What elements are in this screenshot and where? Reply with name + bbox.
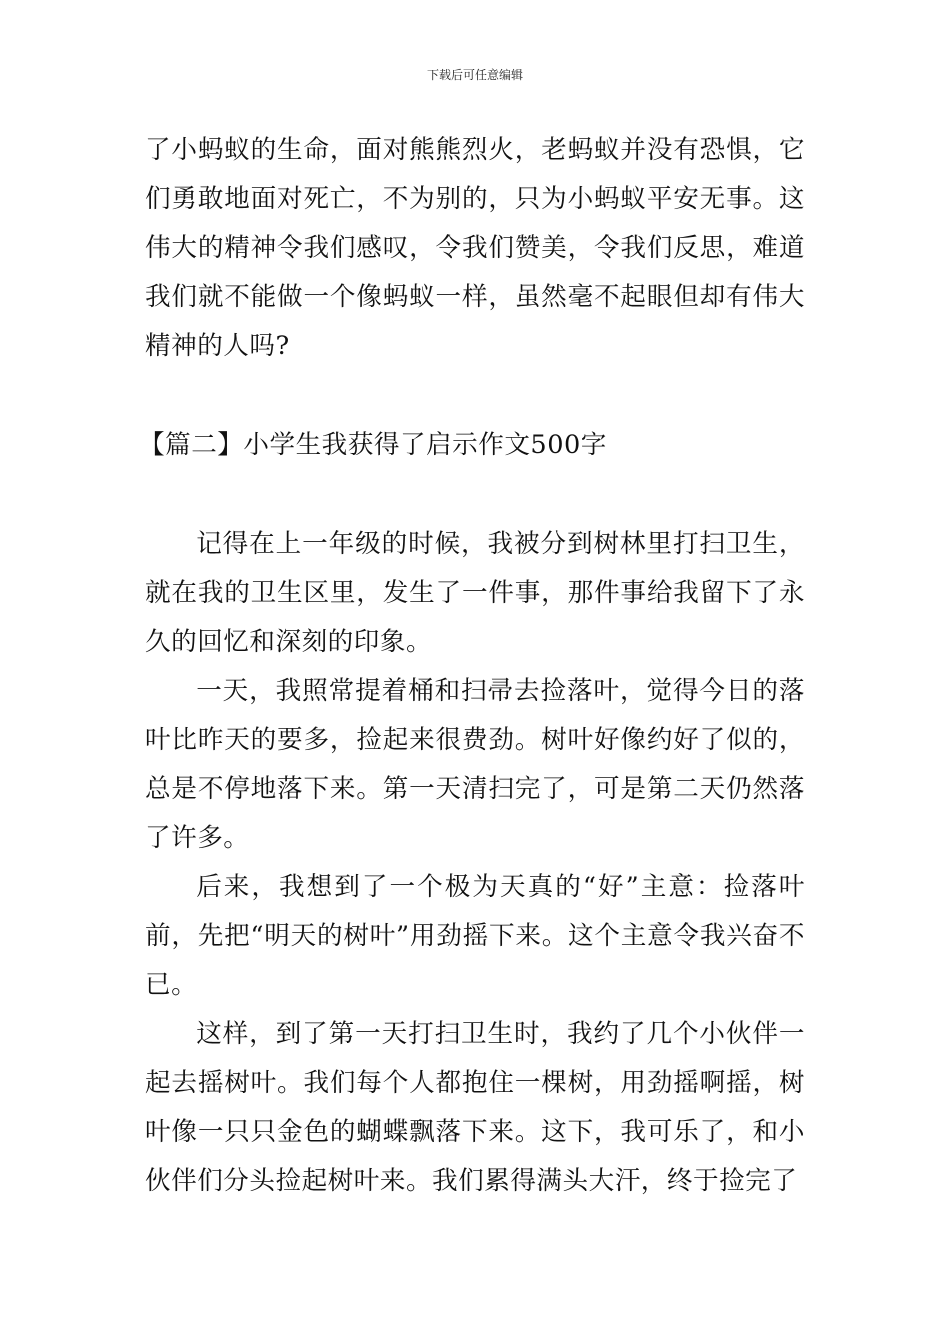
paragraph: 这样，到了第一天打扫卫生时，我约了几个小伙伴一起去摇树叶。我们每个人都抱住一棵树，用劲摇啊摇，树叶像一只只金色的蝴蝶飘落下来。这下，我可乐了，和小伙伴们分头捡起树叶来。我们累得满头大汗，终于捡完了 bbox=[145, 1019, 805, 1196]
page-header-note: 下载后可任意编辑 bbox=[426, 68, 523, 82]
paragraph: 后来，我想到了一个极为天真的“好”主意：捡落叶前，先把“明天的树叶”用劲摇下来。这个主意令我兴奋不已。 bbox=[145, 872, 805, 1000]
document-body bbox=[139, 126, 805, 1206]
paragraph: 一天，我照常提着桶和扫帚去捡落叶，觉得今日的落叶比昨天的要多，捡起来很费劲。树叶好像约好了似的，总是不停地落下来。第一天清扫完了，可是第二天仍然落了许多。 bbox=[145, 676, 805, 853]
intro-paragraph: 了小蚂蚁的生命，面对熊熊烈火，老蚂蚁并没有恐惧，它们勇敢地面对死亡，不为别的，只为小蚂蚁平安无事。这伟大的精神令我们感叹，令我们赞美，令我们反思，难道我们就不能做一个像蚂蚁一样，虽然毫不起眼但却有伟大精神的人吗? bbox=[145, 135, 805, 361]
section-title: 【篇二】小学生我获得了启示作文500字 bbox=[139, 430, 607, 460]
paragraph: 记得在上一年级的时候，我被分到树林里打扫卫生，就在我的卫生区里，发生了一件事，那件事给我留下了永久的回忆和深刻的印象。 bbox=[145, 529, 805, 657]
